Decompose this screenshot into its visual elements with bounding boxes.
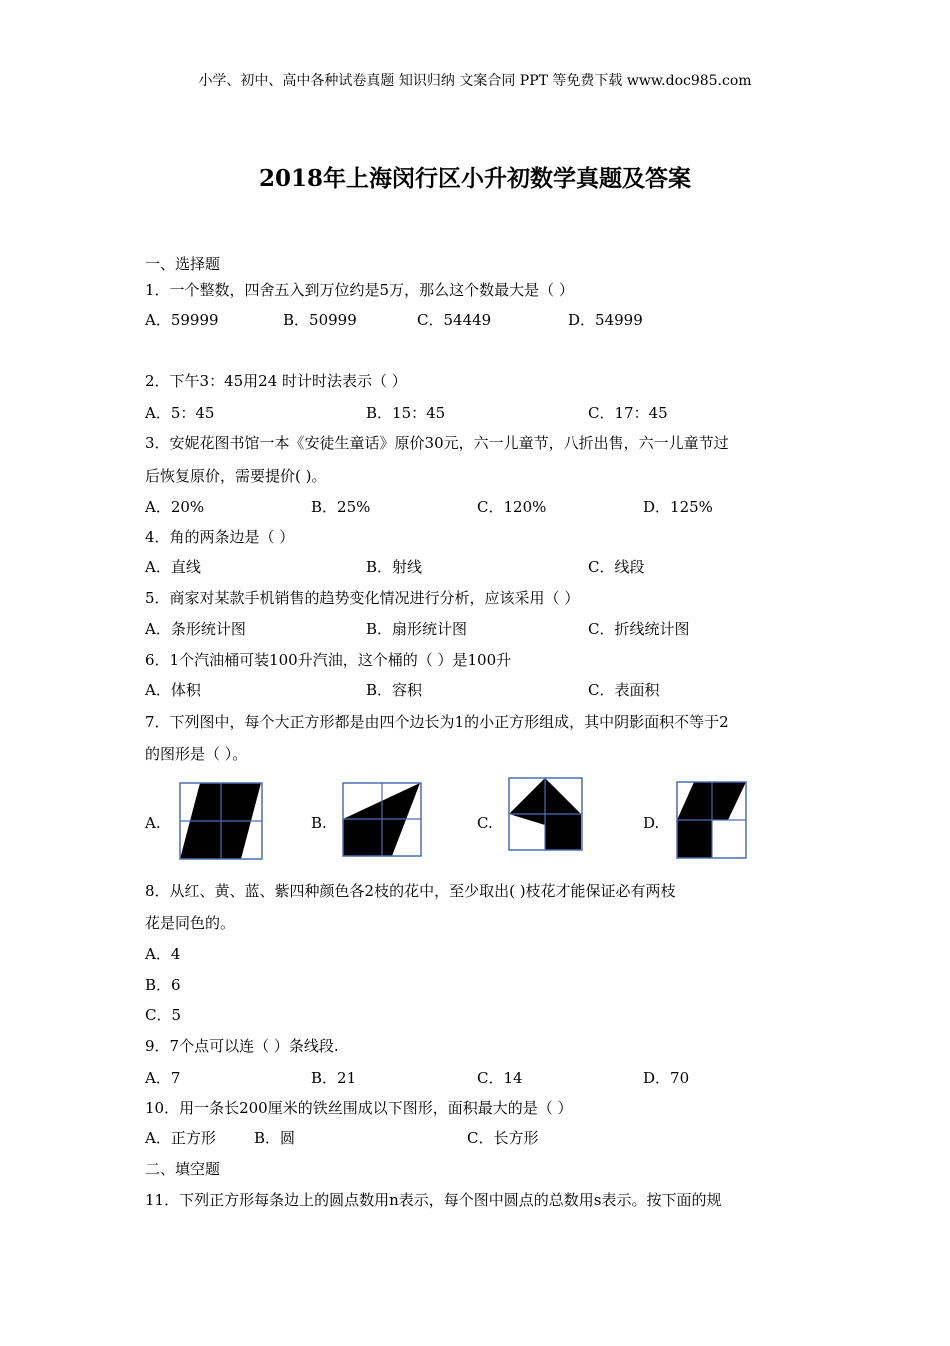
- q7-label-c: C.: [477, 814, 493, 832]
- q3-option-c: C．120%: [477, 498, 547, 516]
- q7-figure-a: [179, 782, 263, 860]
- q1-option-d: D．54999: [568, 311, 643, 329]
- q10-option-b: B．圆: [254, 1129, 296, 1147]
- q5-text: 5．商家对某款手机销售的趋势变化情况进行分析，应该采用（ ）: [145, 589, 580, 607]
- q9-option-b: B．21: [311, 1069, 357, 1087]
- q3-text-line1: 3．安妮花图书馆一本《安徒生童话》原价30元，六一儿童节，八折出售，六一儿童节过: [145, 434, 729, 452]
- q7-figure-c: [508, 777, 583, 851]
- q3-text-line2: 后恢复原价，需要提价( )。: [145, 467, 327, 485]
- page-header: 小学、初中、高中各种试卷真题 知识归纳 文案合同 PPT 等免费下载 www.doc985.com: [198, 73, 752, 89]
- q4-option-a: A．直线: [145, 558, 201, 576]
- q2-option-b: B．15：45: [366, 404, 446, 422]
- q6-option-a: A．体积: [145, 681, 201, 699]
- q4-text: 4．角的两条边是（ ）: [145, 528, 295, 546]
- section-fill: 二、填空题: [145, 1160, 221, 1178]
- q1-text: 1．一个整数，四舍五入到万位约是5万，那么这个数最大是（ ）: [145, 281, 574, 299]
- q7-text-line2: 的图形是（ ）。: [145, 745, 248, 763]
- q2-option-a: A．5：45: [145, 404, 215, 422]
- q3-option-b: B．25%: [311, 498, 371, 516]
- q1-option-a: A．59999: [145, 311, 219, 329]
- q9-text: 9．7个点可以连（ ）条线段.: [145, 1037, 339, 1055]
- q7-label-d: D.: [643, 814, 660, 832]
- q10-option-a: A．正方形: [145, 1129, 216, 1147]
- q10-text: 10．用一条长200厘米的铁丝围成以下图形，面积最大的是（ ）: [145, 1099, 573, 1117]
- q9-option-a: A．7: [145, 1069, 181, 1087]
- q7-figure-d: [676, 781, 748, 859]
- q8-option-b: B．6: [145, 976, 181, 994]
- q5-option-b: B．扇形统计图: [366, 620, 468, 638]
- q10-option-c: C．长方形: [467, 1129, 539, 1147]
- q3-option-a: A．20%: [145, 498, 205, 516]
- page-title: 2018年上海闵行区小升初数学真题及答案: [258, 165, 691, 192]
- section-choice: 一、选择题: [145, 255, 221, 273]
- q8-text-line1: 8．从红、黄、蓝、紫四种颜色各2枝的花中，至少取出( )枝花才能保证必有两枝: [145, 882, 676, 900]
- q6-option-b: B．容积: [366, 681, 423, 699]
- q6-text: 6．1个汽油桶可装100升汽油，这个桶的（ ）是100升: [145, 651, 512, 669]
- q5-option-c: C．折线统计图: [588, 620, 690, 638]
- q2-option-c: C．17：45: [588, 404, 668, 422]
- q7-figure-b: [342, 782, 422, 857]
- q9-option-c: C．14: [477, 1069, 523, 1087]
- q2-text: 2．下午3：45用24 时计时法表示（ ）: [145, 372, 407, 390]
- q8-text-line2: 花是同色的。: [145, 914, 236, 932]
- q1-option-b: B．50999: [283, 311, 357, 329]
- q4-option-c: C．线段: [588, 558, 645, 576]
- q7-label-a: A.: [145, 814, 161, 832]
- q3-option-d: D．125%: [643, 498, 713, 516]
- q8-option-c: C．5: [145, 1006, 182, 1024]
- q9-option-d: D．70: [643, 1069, 690, 1087]
- q4-option-b: B．射线: [366, 558, 423, 576]
- q11-text: 11．下列正方形每条边上的圆点数用n表示，每个图中圆点的总数用s表示。按下面的规: [145, 1191, 722, 1209]
- q7-text-line1: 7．下列图中，每个大正方形都是由四个边长为1的小正方形组成，其中阴影面积不等于2: [145, 713, 729, 731]
- q6-option-c: C．表面积: [588, 681, 660, 699]
- q5-option-a: A．条形统计图: [145, 620, 246, 638]
- q8-option-a: A．4: [145, 945, 181, 963]
- q7-label-b: B.: [311, 814, 327, 832]
- q1-option-c: C．54449: [417, 311, 492, 329]
